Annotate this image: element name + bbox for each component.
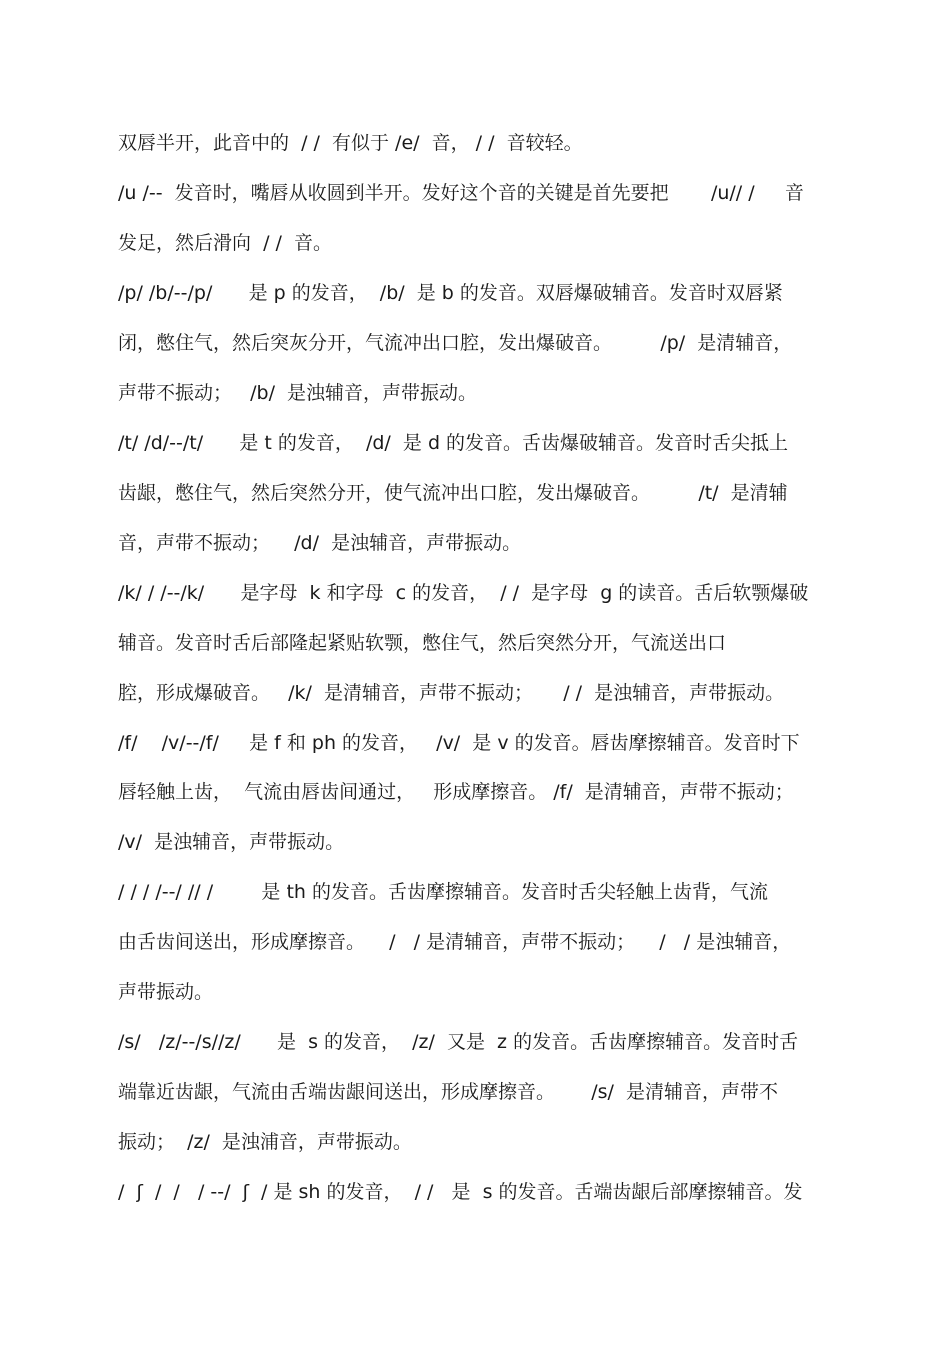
text-line: 振动； /z/ 是浊浦音，声带振动。 xyxy=(118,1131,412,1153)
text-line: 发足，然后滑向 / / 音。 xyxy=(118,232,333,254)
text-line: /p/ /b/--/p/ 是 p 的发音， /b/ 是 b 的发音。双唇爆破辅音。发音时双唇紧 xyxy=(118,282,783,304)
text-line: 音，声带不振动； /d/ 是浊辅音，声带振动。 xyxy=(118,532,522,554)
text-line: / ʃ / / / --/ ʃ / 是 sh 的发音， / / 是 s 的发音。舌端齿龈后部摩擦辅音。发 xyxy=(118,1181,803,1203)
text-line: 齿龈，憋住气，然后突然分开，使气流冲出口腔，发出爆破音。 /t/ 是清辅 xyxy=(118,482,788,504)
text-line: /k/ / /--/k/ 是字母 k 和字母 c 的发音， / / 是字母 g 的读音。舌后软颚爆破 xyxy=(118,582,809,604)
text-line: /s/ /z/--/s//z/ 是 s 的发音， /z/ 又是 z 的发音。舌齿摩擦辅音。发音时舌 xyxy=(118,1031,799,1053)
text-line: /t/ /d/--/t/ 是 t 的发音， /d/ 是 d 的发音。舌齿爆破辅音。发音时舌尖抵上 xyxy=(118,432,789,454)
text-line: / / / /--/ // / 是 th 的发音。舌齿摩擦辅音。发音时舌尖轻触上齿背，气流 xyxy=(118,881,769,903)
text-line: 唇轻触上齿， 气流由唇齿间通过， 形成摩擦音。 /f/ 是清辅音，声带不振动； xyxy=(118,781,794,803)
text-line: 由舌齿间送出，形成摩擦音。 / / 是清辅音，声带不振动； / / 是浊辅音， xyxy=(118,931,792,953)
text-line: 辅音。发音时舌后部隆起紧贴软颚，憋住气，然后突然分开，气流送出口 xyxy=(118,632,727,654)
text-line: /u /-- 发音时，嘴唇从收圆到半开。发好这个音的关键是首先要把 /u// / 音 xyxy=(118,182,804,204)
text-line: /v/ 是浊辅音，声带振动。 xyxy=(118,831,345,853)
text-line: 双唇半开，此音中的 / / 有似于 /e/ 音， / / 音较轻。 xyxy=(118,132,583,154)
text-line: 声带不振动； /b/ 是浊辅音，声带振动。 xyxy=(118,382,478,404)
text-line: 端靠近齿龈，气流由舌端齿龈间送出，形成摩擦音。 /s/ 是清辅音，声带不 xyxy=(118,1081,779,1103)
text-line: /f/ /v/--/f/ 是 f 和 ph 的发音， /v/ 是 v 的发音。唇齿摩擦辅音。发音时下 xyxy=(118,732,800,754)
text-line: 腔，形成爆破音。 /k/ 是清辅音，声带不振动； / / 是浊辅音，声带振动。 xyxy=(118,682,785,704)
text-line: 闭，憋住气，然后突灰分开，气流冲出口腔，发出爆破音。 /p/ 是清辅音， xyxy=(118,332,793,354)
text-line: 声带振动。 xyxy=(118,981,214,1003)
